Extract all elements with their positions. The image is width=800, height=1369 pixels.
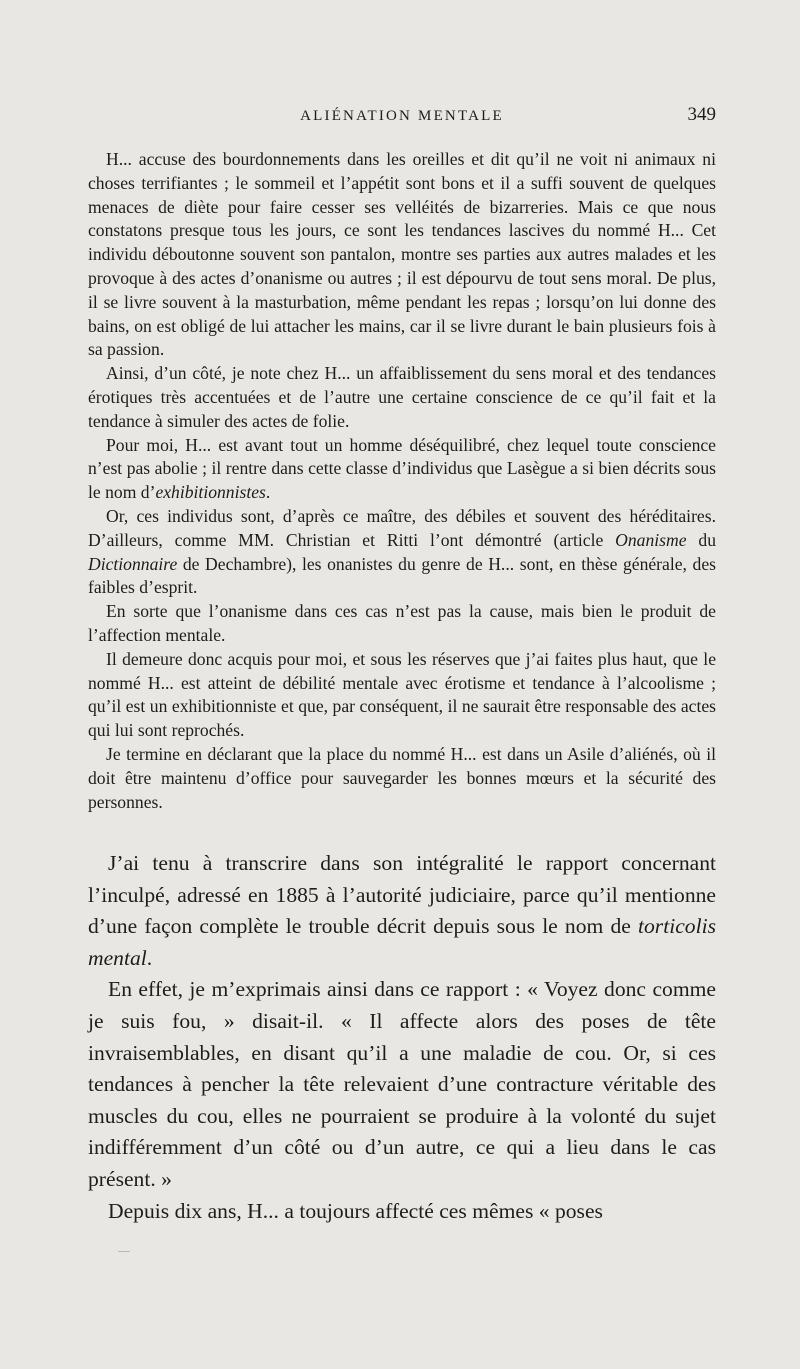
- text-run: du: [686, 529, 716, 550]
- italic-term: exhibitionnistes: [155, 482, 266, 503]
- text-run: Or, ces individus sont, d’après ce maître, des débiles et souvent des héréditaires. D’ailleurs, comme MM. Christian et Ritti l’ont démontré (article: [88, 505, 716, 550]
- text-run: de Dechambre), les onanistes du genre de H... sont, en thèse générale, des faibles d’esprit.: [88, 553, 716, 598]
- text-run: .: [146, 945, 153, 970]
- commentary-text: [88, 848, 716, 1227]
- running-head: [88, 104, 716, 130]
- paragraph: H... accuse des bourdonnements dans les oreilles et dit qu’il ne voit ni animaux ni choses terrifiantes ; le sommeil et l’appétit sont bons et il a suffi souvent de quelques menaces de diète pour faire cesser ses velléités de bizarreries. Mais ce que nous constatons presque tous les jours, ce sont les tendances lascives du nommé H... Cet individu déboutonne souvent son pantalon, montre ses parties aux autres malades et les provoque à des actes d’onanisme ou autres ; il est dépourvu de tout sens moral. De plus, il se livre souvent à la masturbation, même pendant les repas ; lorsqu’on lui donne des bains, on est obligé de lui attacher les mains, car il se livre durant le bain plusieurs fois à sa passion.: [88, 149, 716, 360]
- ink-mark: [118, 1251, 130, 1252]
- page-number: 349: [687, 104, 716, 125]
- paragraph: [88, 505, 716, 600]
- paragraph: En effet, je m’exprimais ainsi dans ce rapport : « Voyez donc comme je suis fou, » disait-il. « Il affecte alors des poses de tête invraisemblables, en disant qu’il a une maladie de cou. Or, si ces tendances à pencher la tête relevaient d’une contracture véritable des muscles du cou, elles ne pourraient se produire à la volonté du sujet indifféremment d’un côté ou d’un autre, ce qui a lieu dans le cas présent. »: [88, 977, 716, 1191]
- paragraph: En sorte que l’onanisme dans ces cas n’est pas la cause, mais bien le produit de l’affection mentale.: [88, 601, 716, 645]
- paragraph: Je termine en déclarant que la place du nommé H... est dans un Asile d’aliénés, où il doit être maintenu d’office pour sauvegarder les bonnes mœurs et la sécurité des personnes.: [88, 743, 716, 812]
- italic-term: Onanisme: [615, 529, 687, 550]
- text-run: J’ai tenu à transcrire dans son intégralité le rapport concernant l’inculpé, adressé en 1885 à l’autorité judiciaire, parce qu’il mentionne d’une façon complète le trouble décrit depuis sous le nom de: [88, 851, 716, 939]
- running-title: ALIÉNATION MENTALE: [300, 108, 504, 124]
- italic-term: Dictionnaire: [88, 553, 178, 574]
- paragraph: Depuis dix ans, H... a toujours affecté ces mêmes « poses: [108, 1198, 603, 1223]
- text-run: .: [265, 482, 271, 503]
- paragraph: [88, 434, 716, 505]
- paragraph: Il demeure donc acquis pour moi, et sous les réserves que j’ai faites plus haut, que le nommé H... est atteint de débilité mentale avec érotisme et tendance à l’alcoolisme ; qu’il est un exhibitionniste et que, par conséquent, il ne saurait être responsable des actes qui lui sont reprochés.: [88, 648, 716, 741]
- paragraph: [88, 848, 716, 974]
- medical-report-text: [88, 148, 716, 814]
- paragraph: Ainsi, d’un côté, je note chez H... un affaiblissement du sens moral et des tendances érotiques très accentuées et de l’autre une certaine conscience de ce qu’il fait et la tendance à simuler des actes de folie.: [88, 363, 716, 431]
- text-run: Pour moi, H... est avant tout un homme déséquilibré, chez lequel toute conscience n’est pas abolie ; il rentre dans cette classe d’individus que Lasègue a si bien décrits sous le nom d’: [88, 434, 716, 503]
- italic-term: torticolis mental: [88, 914, 716, 970]
